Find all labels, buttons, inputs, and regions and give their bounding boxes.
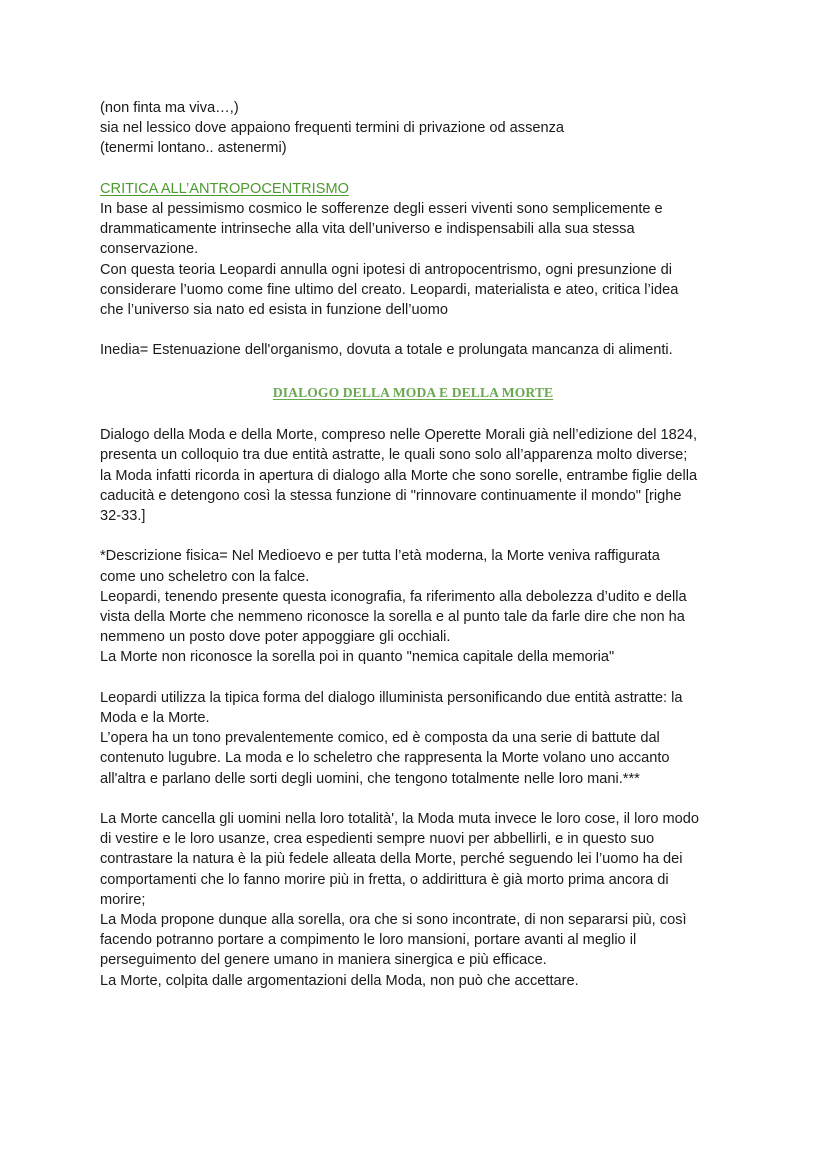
text-line: La Moda propone dunque alla sorella, ora che si sono incontrate, di non separarsi più, così xyxy=(100,912,687,929)
text-line: comportamenti che lo fanno morire più in fretta, o addirittura è già morto prima ancora di xyxy=(100,871,669,888)
spacer xyxy=(100,159,740,179)
text-line: all'altra e parlano delle sorti degli uomini, che tengono totalmente nelle loro mani.*** xyxy=(100,770,640,787)
text-line: sia nel lessico dove appaiono frequenti termini di privazione od assenza xyxy=(100,120,565,137)
text-line: contrastare la natura è la più fedele alleata della Morte, perché seguendo lei l’uomo ha dei xyxy=(100,851,683,868)
text-line: Leopardi utilizza la tipica forma del dialogo illuminista personificando due entità astratte: la xyxy=(100,689,683,706)
text-line: L’opera ha un tono prevalentemente comico, ed è composta da una serie di battute dal xyxy=(100,730,660,747)
text-line: vista della Morte che nemmeno riconosce la sorella e al punto tale da farle dire che non ha xyxy=(100,609,685,625)
text-line: Moda e la Morte. xyxy=(100,710,210,726)
spacer xyxy=(100,320,740,340)
intro-block xyxy=(100,98,740,159)
text-line: contenuto lugubre. La moda e lo scheletro che rappresenta la Morte volano uno accanto xyxy=(100,750,670,767)
text-line: 32-33.] xyxy=(100,508,146,524)
spacer xyxy=(100,668,740,688)
text-line: Con questa teoria Leopardi annulla ogni ipotesi di antropocentrismo, ogni presunzione di xyxy=(100,261,672,278)
spacer xyxy=(100,361,740,381)
text-line: Dialogo della Moda e della Morte, compreso nelle Operette Morali già nell’edizione del 1824, xyxy=(100,427,698,444)
text-line: perseguimento del genere umano in maniera sinergica e più efficace. xyxy=(100,952,547,969)
text-line: La Morte, colpita dalle argomentazioni della Moda, non può che accettare. xyxy=(100,972,579,989)
section-title-dialogo: DIALOGO DELLA MODA E DELLA MORTE xyxy=(272,384,554,400)
text-line: come uno scheletro con la falce. xyxy=(100,568,310,585)
text-line: La Morte cancella gli uomini nella loro totalità', la Moda muta invece le loro cose, il loro modo xyxy=(100,811,699,827)
dialogo-paragraph-4 xyxy=(100,809,740,991)
text-line: facendo potranno portare a compimento le loro mansioni, portare avanti al meglio il xyxy=(100,932,637,949)
text-line: La Morte non riconosce la sorella poi in quanto "nemica capitale della memoria" xyxy=(100,649,615,666)
spacer xyxy=(100,405,740,425)
text-line: (tenermi lontano.. astenermi) xyxy=(100,140,287,157)
text-line: nemmeno un posto dove poter appoggiare gli occhiali. xyxy=(100,629,451,646)
document-page xyxy=(100,98,740,991)
text-line: considerare l’uomo come fine ultimo del creato. Leopardi, materialista e ateo, critica l’idea xyxy=(100,281,679,298)
critica-section xyxy=(100,179,740,320)
text-line: che l’universo sia nato ed esista in funzione dell’uomo xyxy=(100,302,449,319)
text-line: la Moda infatti ricorda in apertura di dialogo alla Morte che sono sorelle, entrambe figlie della xyxy=(100,467,698,484)
section-heading-critica: CRITICA ALL’ANTROPOCENTRISMO xyxy=(100,180,349,197)
text-line: di vestire e le loro usanze, crea espedienti sempre nuovi per abbellirli, e in questo suo xyxy=(100,831,655,848)
text-line: drammaticamente intrinseche alla vita dell’universo e indispensabili alla sua stessa xyxy=(100,221,635,238)
spacer xyxy=(100,789,740,809)
spacer xyxy=(100,526,740,546)
text-line: In base al pessimismo cosmico le sofferenze degli esseri viventi sono semplicemente e xyxy=(100,201,663,217)
text-line: presenta un colloquio tra due entità astratte, le quali sono solo all’apparenza molto diverse; xyxy=(100,447,688,464)
inedia-definition: Inedia= Estenuazione dell'organismo, dovuta a totale e prolungata mancanza di alimenti. xyxy=(100,342,673,359)
dialogo-paragraph-1 xyxy=(100,425,740,526)
text-line: conservazione. xyxy=(100,241,199,258)
text-line: caducità e detengono così la stessa funzione di "rinnovare continuamente il mondo" [righe xyxy=(100,487,682,504)
text-line: *Descrizione fisica= Nel Medioevo e per tutta l’età moderna, la Morte veniva raffigurata xyxy=(100,548,660,565)
text-line: (non finta ma viva…,) xyxy=(100,100,239,116)
dialogo-paragraph-2 xyxy=(100,546,740,667)
text-line: Leopardi, tenendo presente questa iconografia, fa riferimento alla debolezza d’udito e della xyxy=(100,588,687,605)
text-line: morire; xyxy=(100,891,146,908)
dialogo-paragraph-3 xyxy=(100,688,740,789)
